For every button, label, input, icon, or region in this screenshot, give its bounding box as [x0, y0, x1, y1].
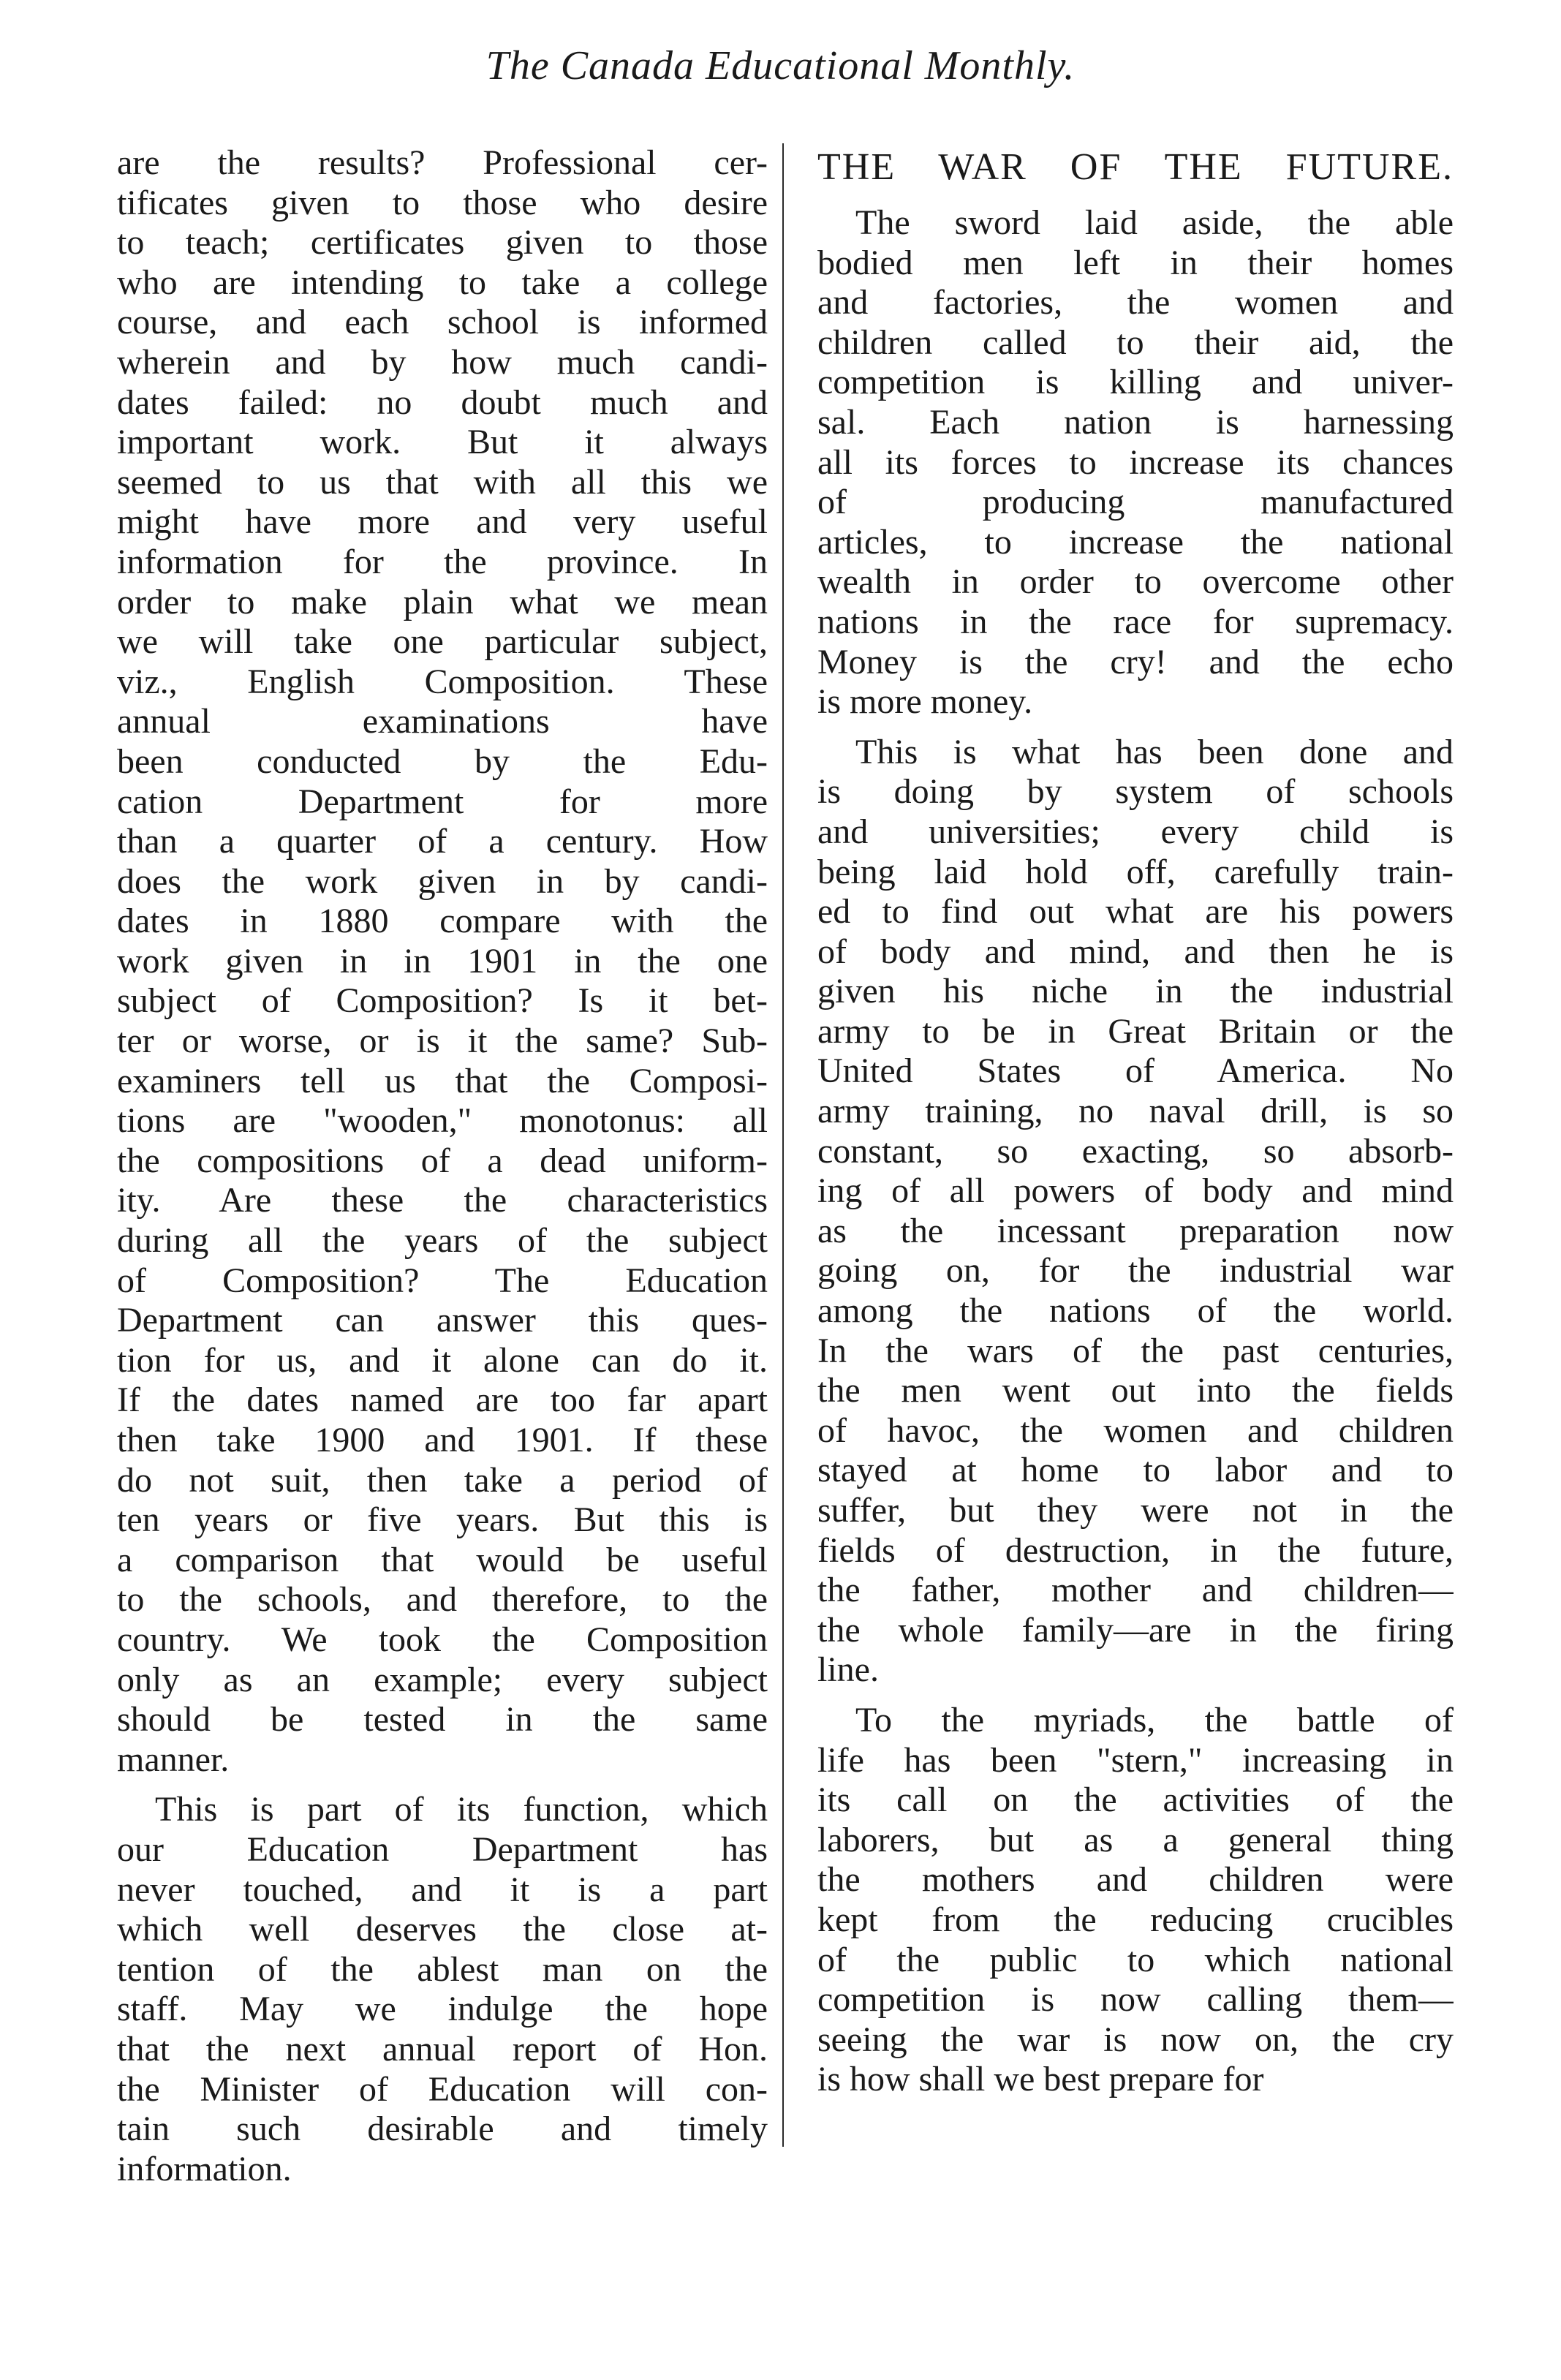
left-column — [117, 143, 768, 2189]
text-line: life has been "stern," increasing in — [817, 1740, 1454, 1780]
text-line: being laid hold off, carefully train- — [817, 852, 1454, 891]
text-line: articles, to increase the national — [817, 522, 1454, 562]
text-line: work given in in 1901 in the one — [117, 941, 768, 981]
text-line: then take 1900 and 1901. If these — [117, 1421, 768, 1459]
text-line: should be tested in the same — [117, 1700, 768, 1739]
text-line: course, and each school is informed — [117, 303, 768, 342]
paragraph-gap — [117, 1780, 768, 1790]
text-line: a comparison that would be useful — [117, 1540, 768, 1579]
text-line: sal. Each nation is harnessing — [817, 402, 1454, 442]
text-line: is how shall we best prepare for — [817, 2060, 1264, 2099]
text-line: ten years or five years. But this is — [117, 1500, 768, 1540]
text-line: only as an example; every subject — [117, 1660, 768, 1699]
text-line: annual examinations have — [117, 702, 768, 741]
paragraph-gap — [817, 1690, 1454, 1701]
text-line: kept from the reducing crucibles — [817, 1900, 1454, 1939]
text-line: tention of the ablest man on the — [117, 1949, 768, 1989]
article-heading: THE WAR OF THE FUTURE. — [817, 146, 1454, 188]
text-line: order to make plain what we mean — [117, 582, 768, 622]
text-line: does the work given in by candi- — [117, 861, 768, 901]
right-column — [817, 143, 1454, 2100]
text-line: never touched, and it is a part — [117, 1870, 768, 1909]
text-line: among the nations of the world. — [817, 1291, 1454, 1331]
text-line: tificates given to those who desire — [117, 183, 768, 222]
text-line: competition is killing and univer- — [817, 363, 1454, 402]
text-line: seemed to us that with all this we — [117, 462, 768, 502]
text-line: who are intending to take a college — [117, 262, 768, 302]
paragraph — [817, 733, 1454, 1690]
text-line: viz., English Composition. These — [117, 662, 768, 701]
text-line: dates failed: no doubt much and — [117, 382, 768, 422]
text-line: might have more and very useful — [117, 502, 768, 542]
text-line: of Composition? The Education — [117, 1261, 768, 1300]
text-line: Money is the cry! and the echo — [817, 642, 1454, 681]
column-rule — [782, 143, 784, 2147]
text-line: children called to their aid, the — [817, 322, 1454, 362]
text-line: constant, so exacting, so absorb- — [817, 1131, 1454, 1171]
text-line: bodied men left in their homes — [817, 243, 1454, 282]
text-line: to teach; certificates given to those — [117, 223, 768, 262]
text-line: suffer, but they were not in the — [817, 1491, 1454, 1530]
text-line: tion for us, and it alone can do it. — [117, 1340, 768, 1380]
text-line: information for the province. In — [117, 542, 768, 581]
text-line: and factories, the women and — [817, 283, 1454, 322]
text-line: In the wars of the past centuries, — [817, 1331, 1454, 1370]
text-line: ing of all powers of body and mind — [817, 1171, 1454, 1211]
text-line: is doing by system of schools — [817, 772, 1454, 812]
text-line: than a quarter of a century. How — [117, 822, 768, 861]
text-line: stayed at home to labor and to — [817, 1451, 1454, 1490]
text-line: manner. — [117, 1739, 230, 1779]
text-line: nations in the race for supremacy. — [817, 602, 1454, 641]
text-line: all its forces to increase its chances — [817, 442, 1454, 482]
text-line: we will take one particular subject, — [117, 622, 768, 662]
text-line: do not suit, then take a period of — [117, 1460, 768, 1500]
text-line: wherein and by how much candi- — [117, 342, 768, 382]
text-line: the father, mother and children— — [817, 1571, 1454, 1610]
text-line: the Minister of Education will con- — [117, 2069, 768, 2109]
text-line: competition is now calling them— — [817, 1980, 1454, 2020]
text-line: Department can answer this ques- — [117, 1301, 768, 1340]
text-line: the compositions of a dead uniform- — [117, 1141, 768, 1180]
text-line: are the results? Professional cer- — [117, 143, 768, 182]
text-line: This is what has been done and — [855, 732, 1454, 771]
text-line: tions are "wooden," monotonus: all — [117, 1101, 768, 1141]
text-line: army training, no naval drill, is so — [817, 1092, 1454, 1131]
text-line: important work. But it always — [117, 423, 768, 462]
text-line: the mothers and children were — [817, 1860, 1454, 1900]
text-line: is more money. — [817, 682, 1033, 722]
text-line: given his niche in the industrial — [817, 972, 1454, 1011]
text-line: the men went out into the fields — [817, 1371, 1454, 1410]
text-line: of body and mind, and then he is — [817, 932, 1454, 971]
paragraph-gap — [817, 722, 1454, 733]
text-line: of producing manufactured — [817, 483, 1454, 522]
text-line: its call on the activities of the — [817, 1780, 1454, 1820]
text-line: seeing the war is now on, the cry — [817, 2020, 1454, 2059]
text-line: which well deserves the close at- — [117, 1910, 768, 1949]
text-line: information. — [117, 2149, 292, 2188]
text-line: been conducted by the Edu- — [117, 741, 768, 781]
paragraph — [817, 1701, 1454, 2100]
text-line: cation Department for more — [117, 782, 768, 821]
text-line: of havoc, the women and children — [817, 1410, 1454, 1450]
text-line: ity. Are these the characteristics — [117, 1181, 768, 1220]
text-line: tain such desirable and timely — [117, 2109, 768, 2149]
text-line: wealth in order to overcome other — [817, 562, 1454, 602]
text-line: If the dates named are too far apart — [117, 1380, 768, 1420]
text-line: laborers, but as a general thing — [817, 1820, 1454, 1859]
text-line: our Education Department has — [117, 1829, 768, 1869]
text-line: and universities; every child is — [817, 812, 1454, 851]
text-line: This is part of its function, which — [155, 1790, 768, 1829]
text-line: to the schools, and therefore, to the — [117, 1580, 768, 1620]
paragraph — [117, 1790, 768, 2189]
text-line: dates in 1880 compare with the — [117, 902, 768, 941]
text-line: staff. May we indulge the hope — [117, 1990, 768, 2029]
paragraph — [117, 143, 768, 1780]
text-line: line. — [817, 1650, 879, 1690]
text-line: fields of destruction, in the future, — [817, 1530, 1454, 1570]
running-head: The Canada Educational Monthly. — [485, 43, 1076, 88]
text-line: United States of America. No — [817, 1051, 1454, 1091]
text-line: of the public to which national — [817, 1940, 1454, 1979]
text-line: examiners tell us that the Composi- — [117, 1061, 768, 1100]
text-line: The sword laid aside, the able — [855, 203, 1454, 242]
text-line: ed to find out what are his powers — [817, 892, 1454, 932]
text-line: as the incessant preparation now — [817, 1211, 1454, 1250]
text-line: going on, for the industrial war — [817, 1251, 1454, 1291]
text-line: army to be in Great Britain or the — [817, 1011, 1454, 1051]
text-line: To the myriads, the battle of — [855, 1700, 1454, 1739]
text-line: ter or worse, or is it the same? Sub- — [117, 1021, 768, 1061]
text-line: that the next annual report of Hon. — [117, 2029, 768, 2069]
text-line: subject of Composition? Is it bet- — [117, 981, 768, 1021]
text-line: the whole family—are in the firing — [817, 1610, 1454, 1650]
text-line: during all the years of the subject — [117, 1221, 768, 1261]
text-line: country. We took the Composition — [117, 1620, 768, 1659]
paragraph — [817, 203, 1454, 722]
